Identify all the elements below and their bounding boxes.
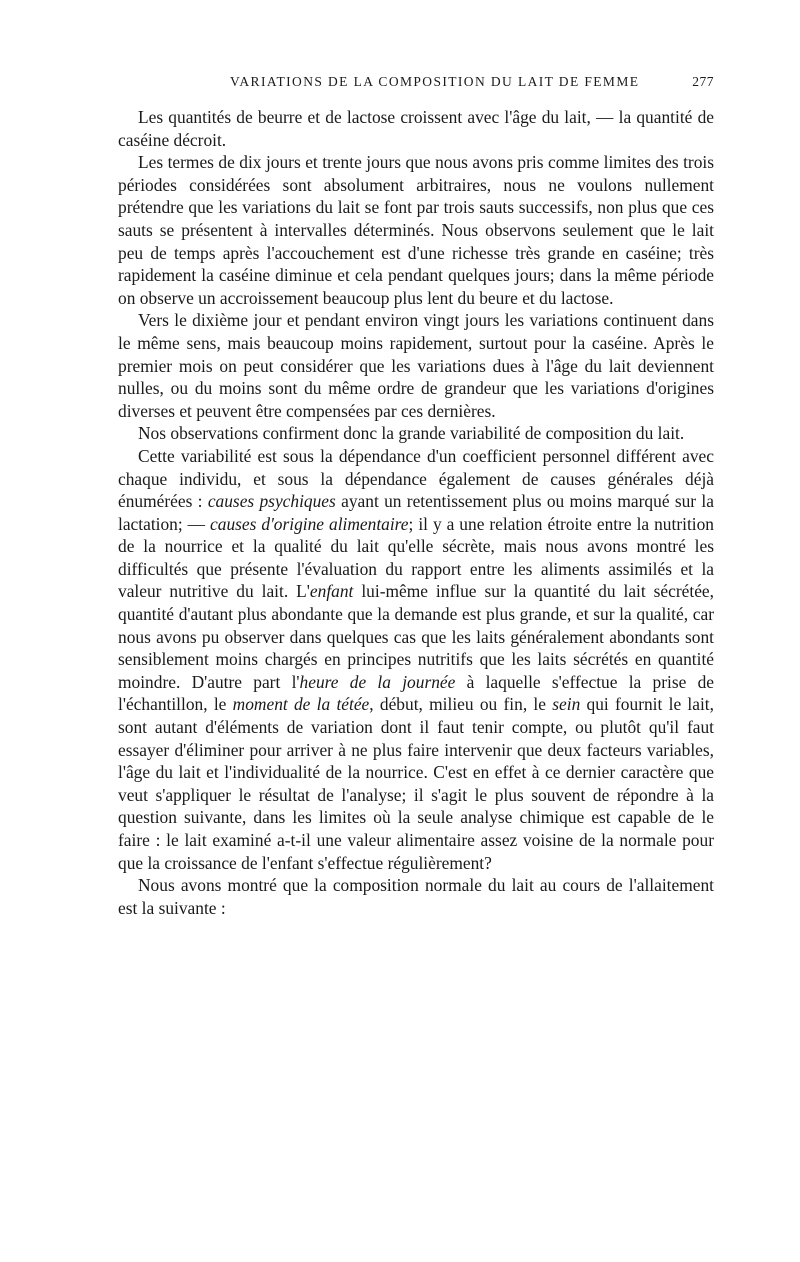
text-run: ; il y a une relation étroite entre la nutrition de la nourrice et la qualité du lait qu'elle sécrète, mais nous avons montré les difficultés que présente l'évaluation du rapport entre les aliments assimilés et la valeur nutritive du lait. L': [118, 513, 714, 602]
italic-term: causes d'origine alimentaire: [210, 513, 409, 534]
text-run: à laquelle s'effectue la prise de l'échantillon, le: [118, 671, 715, 715]
text-run: Cette variabilité est sous la dépendance d'un coefficient personnel différent avec chaque individu, et sous la dépendance également de causes générales déjà énumérées :: [118, 445, 714, 512]
text-run: ayant un retentissement plus ou moins marqué sur la lactation; —: [118, 491, 714, 534]
italic-term: moment de la tétée: [232, 694, 370, 715]
text-run: qui fournit le lait, sont autant d'éléments de variation dont il faut tenir compte, ou plutôt qu'il faut essayer d'éliminer pour arriver à ne plus faire intervenir que deux facteurs variables, l'âge du lait et l'individualité de la nourrice. C'est en effet à ce dernier caractère que veut s'appliquer le résultat de l'analyse; il s'agit le plus souvent de répondre à la question suivante, dans les limites où la seule analyse chimique est capable de le faire : le lait examiné a-t-il une valeur alimentaire assez voisine de la normale pour que la croissance de l'enfant s'effectue régulièrement?: [118, 694, 714, 873]
paragraph: [118, 106, 714, 151]
italic-term: enfant: [309, 581, 354, 602]
italic-term: sein: [552, 694, 581, 715]
paragraph: [118, 422, 714, 445]
page-header: [118, 70, 714, 96]
text-run: Nos observations confirment donc la grande variabilité de composition du lait.: [138, 423, 685, 444]
text-run: lui-même influe sur la quantité du lait sécrétée, quantité d'autant plus abondante que la demande est plus grande, et sur la qualité, car nous avons pu observer dans quelques cas que les laits généralement abondants sont sensiblement moins chargés en principes nutritifs que les laits sécrétés en quantité moindre. D'autre part l': [118, 581, 714, 692]
paragraph: [118, 309, 714, 422]
text-run: Les quantités de beurre et de lactose croissent avec l'âge du lait, — la quantité de caséine décroit.: [118, 107, 714, 150]
italic-term: heure de la journée: [299, 671, 456, 692]
text-run: Les termes de dix jours et trente jours que nous avons pris comme limites des trois périodes considérées sont absolument arbitraires, nous ne voulons nullement prétendre que les variations du lait se font par trois sauts successifs, non plus que ces sauts se présentent à intervalles déterminés. Nous observons seulement que le lait peu de temps après l'accouchement est d'une richesse très grande en caséine; très rapidement la caséine diminue et cela pendant quelques jours; dans la même période on observe un accroissement beaucoup plus lent du beure et du lactose.: [118, 152, 714, 308]
page-number: 277: [692, 74, 714, 89]
text-run: Nous avons montré que la composition normale du lait au cours de l'allaitement est la suivante :: [118, 875, 714, 918]
paragraph: [118, 151, 714, 309]
text-run: Vers le dixième jour et pendant environ vingt jours les variations continuent dans le même sens, mais beaucoup moins rapidement, surtout pour la caséine. Après le premier mois on peut considérer que les variations dues à l'âge du lait deviennent nulles, ou du moins sont du même ordre de grandeur que les variations d'origines diverses et peuvent être compensées par ces dernières.: [118, 310, 714, 421]
running-title: VARIATIONS DE LA COMPOSITION DU LAIT DE FEMME: [230, 74, 640, 89]
book-page: [118, 70, 714, 919]
paragraph: [118, 445, 714, 874]
text-run: , début, milieu ou fin, le: [369, 694, 553, 715]
paragraph: [118, 874, 714, 919]
italic-term: causes psychiques: [207, 491, 336, 512]
body-text: [118, 106, 714, 919]
